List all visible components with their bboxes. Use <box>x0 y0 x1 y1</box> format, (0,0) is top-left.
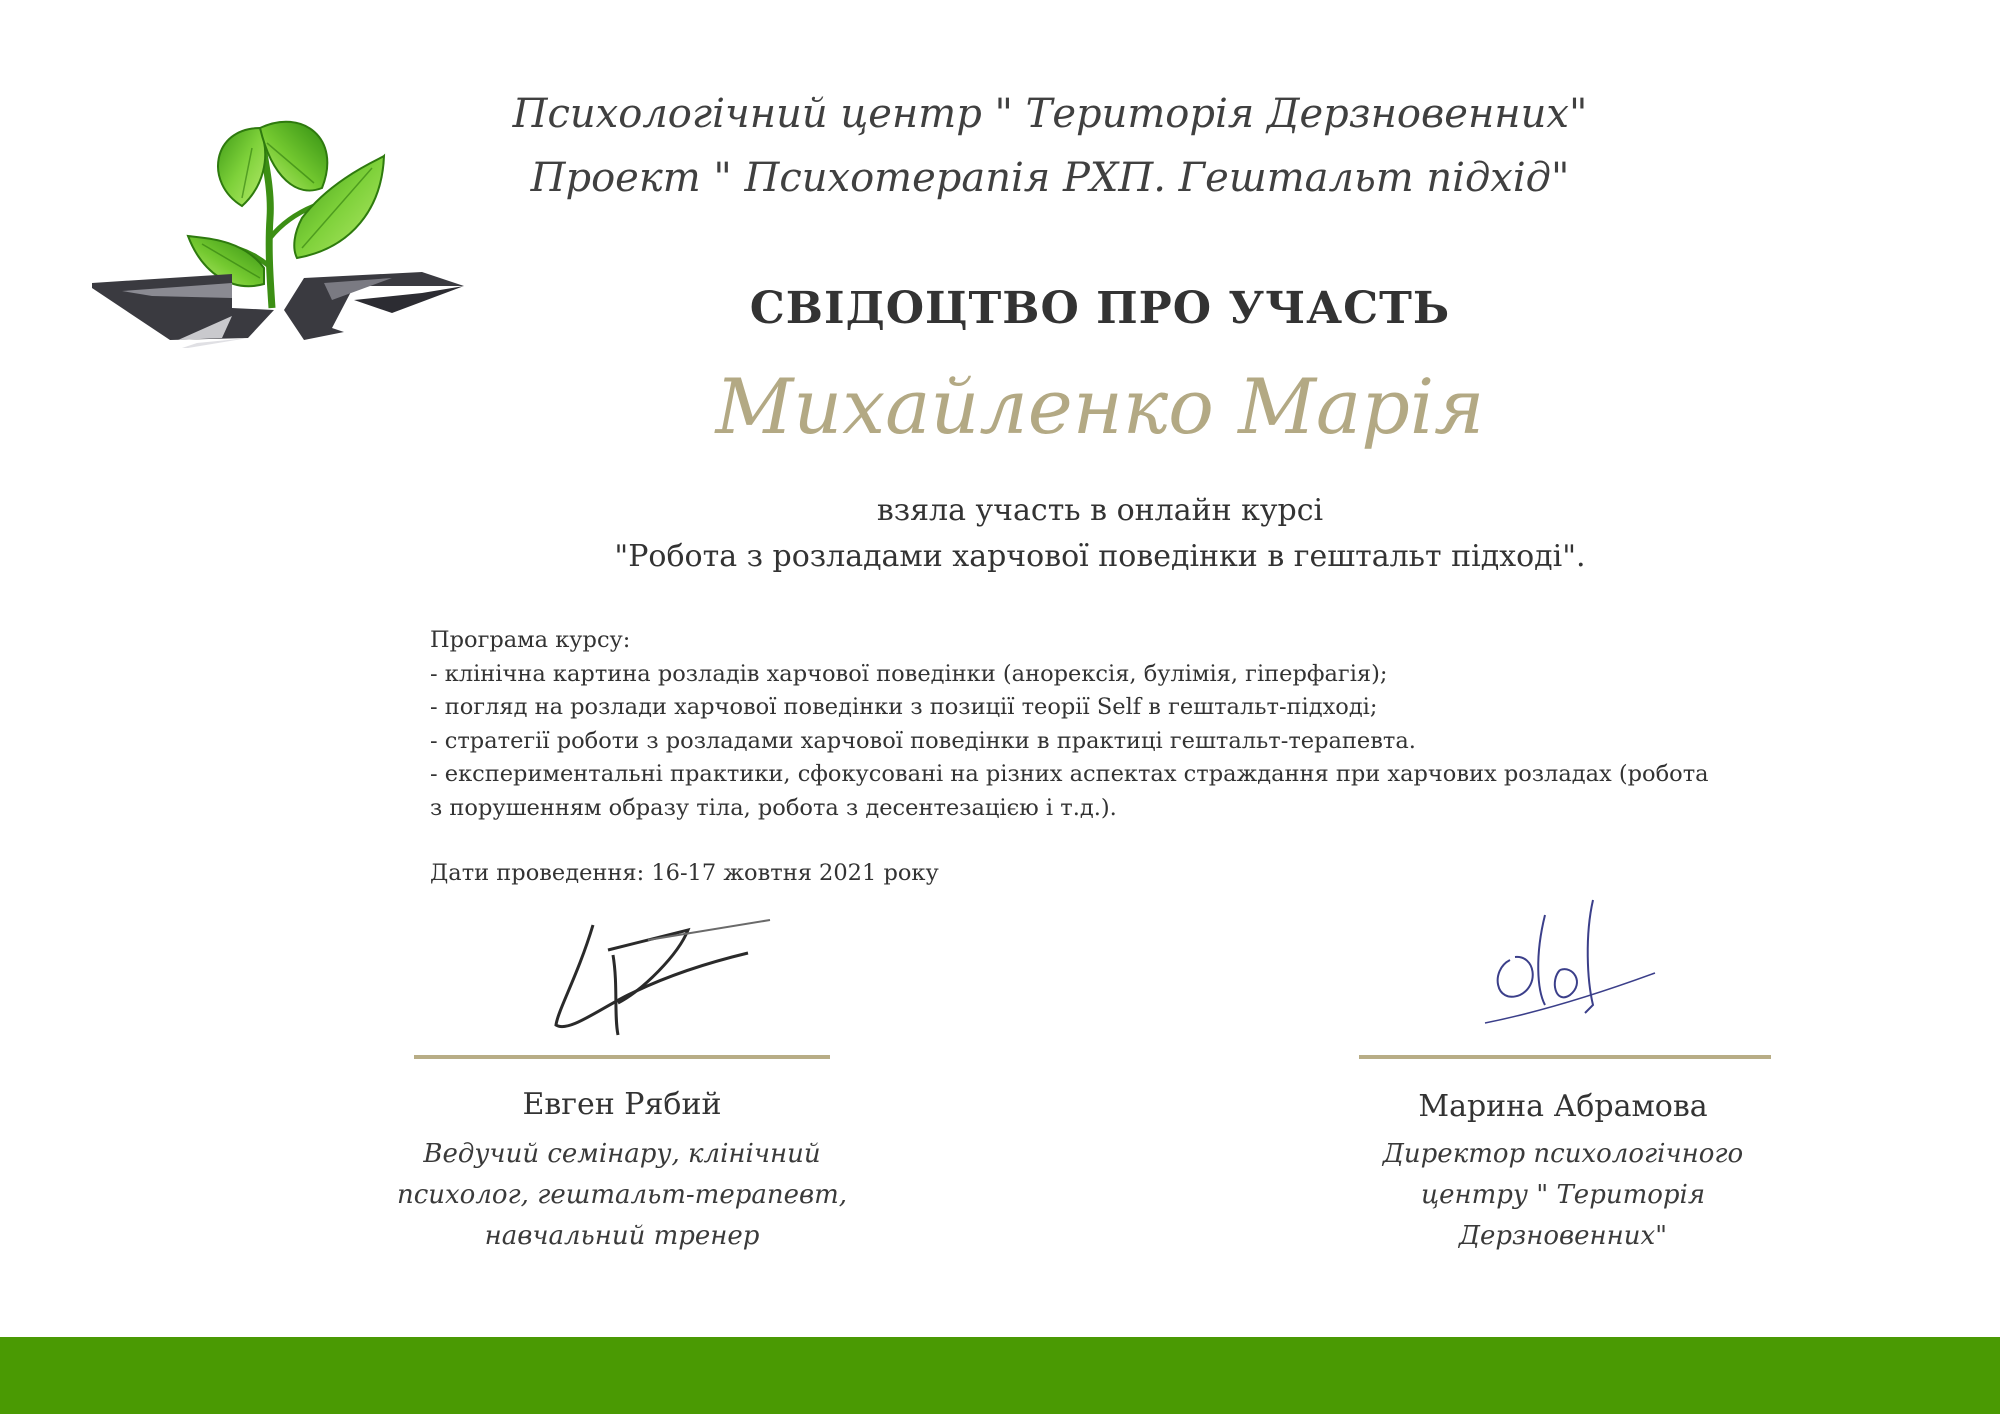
course-title: "Робота з розладами харчової поведінки в гештальт підході". <box>614 539 1586 574</box>
signer-role-line: Ведучий семінару, клінічний <box>423 1139 821 1169</box>
participation-line: взяла участь в онлайн курсі <box>876 493 1324 528</box>
signer-name-right: Марина Абрамова <box>1418 1089 1708 1124</box>
signer-role-right <box>1313 1134 1813 1257</box>
organization-header <box>420 82 1680 210</box>
program-heading: Програма курсу: <box>430 627 631 653</box>
signer-name-left: Евген Рябий <box>522 1087 722 1122</box>
sprout-logo-icon <box>92 88 464 348</box>
participation-statement <box>400 488 1800 580</box>
footer-bar <box>0 1337 2000 1414</box>
program-item: з порушенням образу тіла, робота з десентезацією і т.д.). <box>430 794 1117 821</box>
event-dates: Дати проведення: 16-17 жовтня 2021 року <box>430 860 939 886</box>
signer-role-line: Директор психологічного <box>1382 1139 1744 1169</box>
program-item: - експериментальні практики, сфокусовані на різних аспектах страждання при харчових розладах (робота <box>430 761 1709 787</box>
course-program <box>430 624 1810 825</box>
program-item: - стратегії роботи з розладами харчової поведінки в практиці гештальт-терапевта. <box>430 727 1416 754</box>
organization-name: Психологічний центр " Територія Дерзновенних" <box>512 91 1588 137</box>
signer-role-line: Дерзновенних" <box>1458 1221 1668 1251</box>
signature-right-graphic-icon <box>1475 895 1665 1030</box>
certificate-title: СВІДОЦТВО ПРО УЧАСТЬ <box>749 283 1451 334</box>
signer-role-line: центру " Територія <box>1420 1180 1706 1210</box>
signer-role-line: навчальний тренер <box>484 1221 760 1251</box>
recipient-name: Михайленко Марія <box>715 362 1485 451</box>
program-item: - клінічна картина розладів харчової поведінки (анорексія, булімія, гіперфагія); <box>430 660 1388 687</box>
signer-role-left <box>372 1134 872 1257</box>
program-item: - погляд на розлади харчової поведінки з позиції теорії Self в гештальт-підході; <box>430 694 1378 720</box>
signature-line-left <box>414 1055 830 1059</box>
signature-left-graphic-icon <box>548 915 773 1040</box>
signer-role-line: психолог, гештальт-терапевт, <box>396 1180 848 1210</box>
signature-line-right <box>1359 1055 1771 1059</box>
project-name: Проект " Психотерапія РХП. Гештальт підхід" <box>530 155 1570 201</box>
